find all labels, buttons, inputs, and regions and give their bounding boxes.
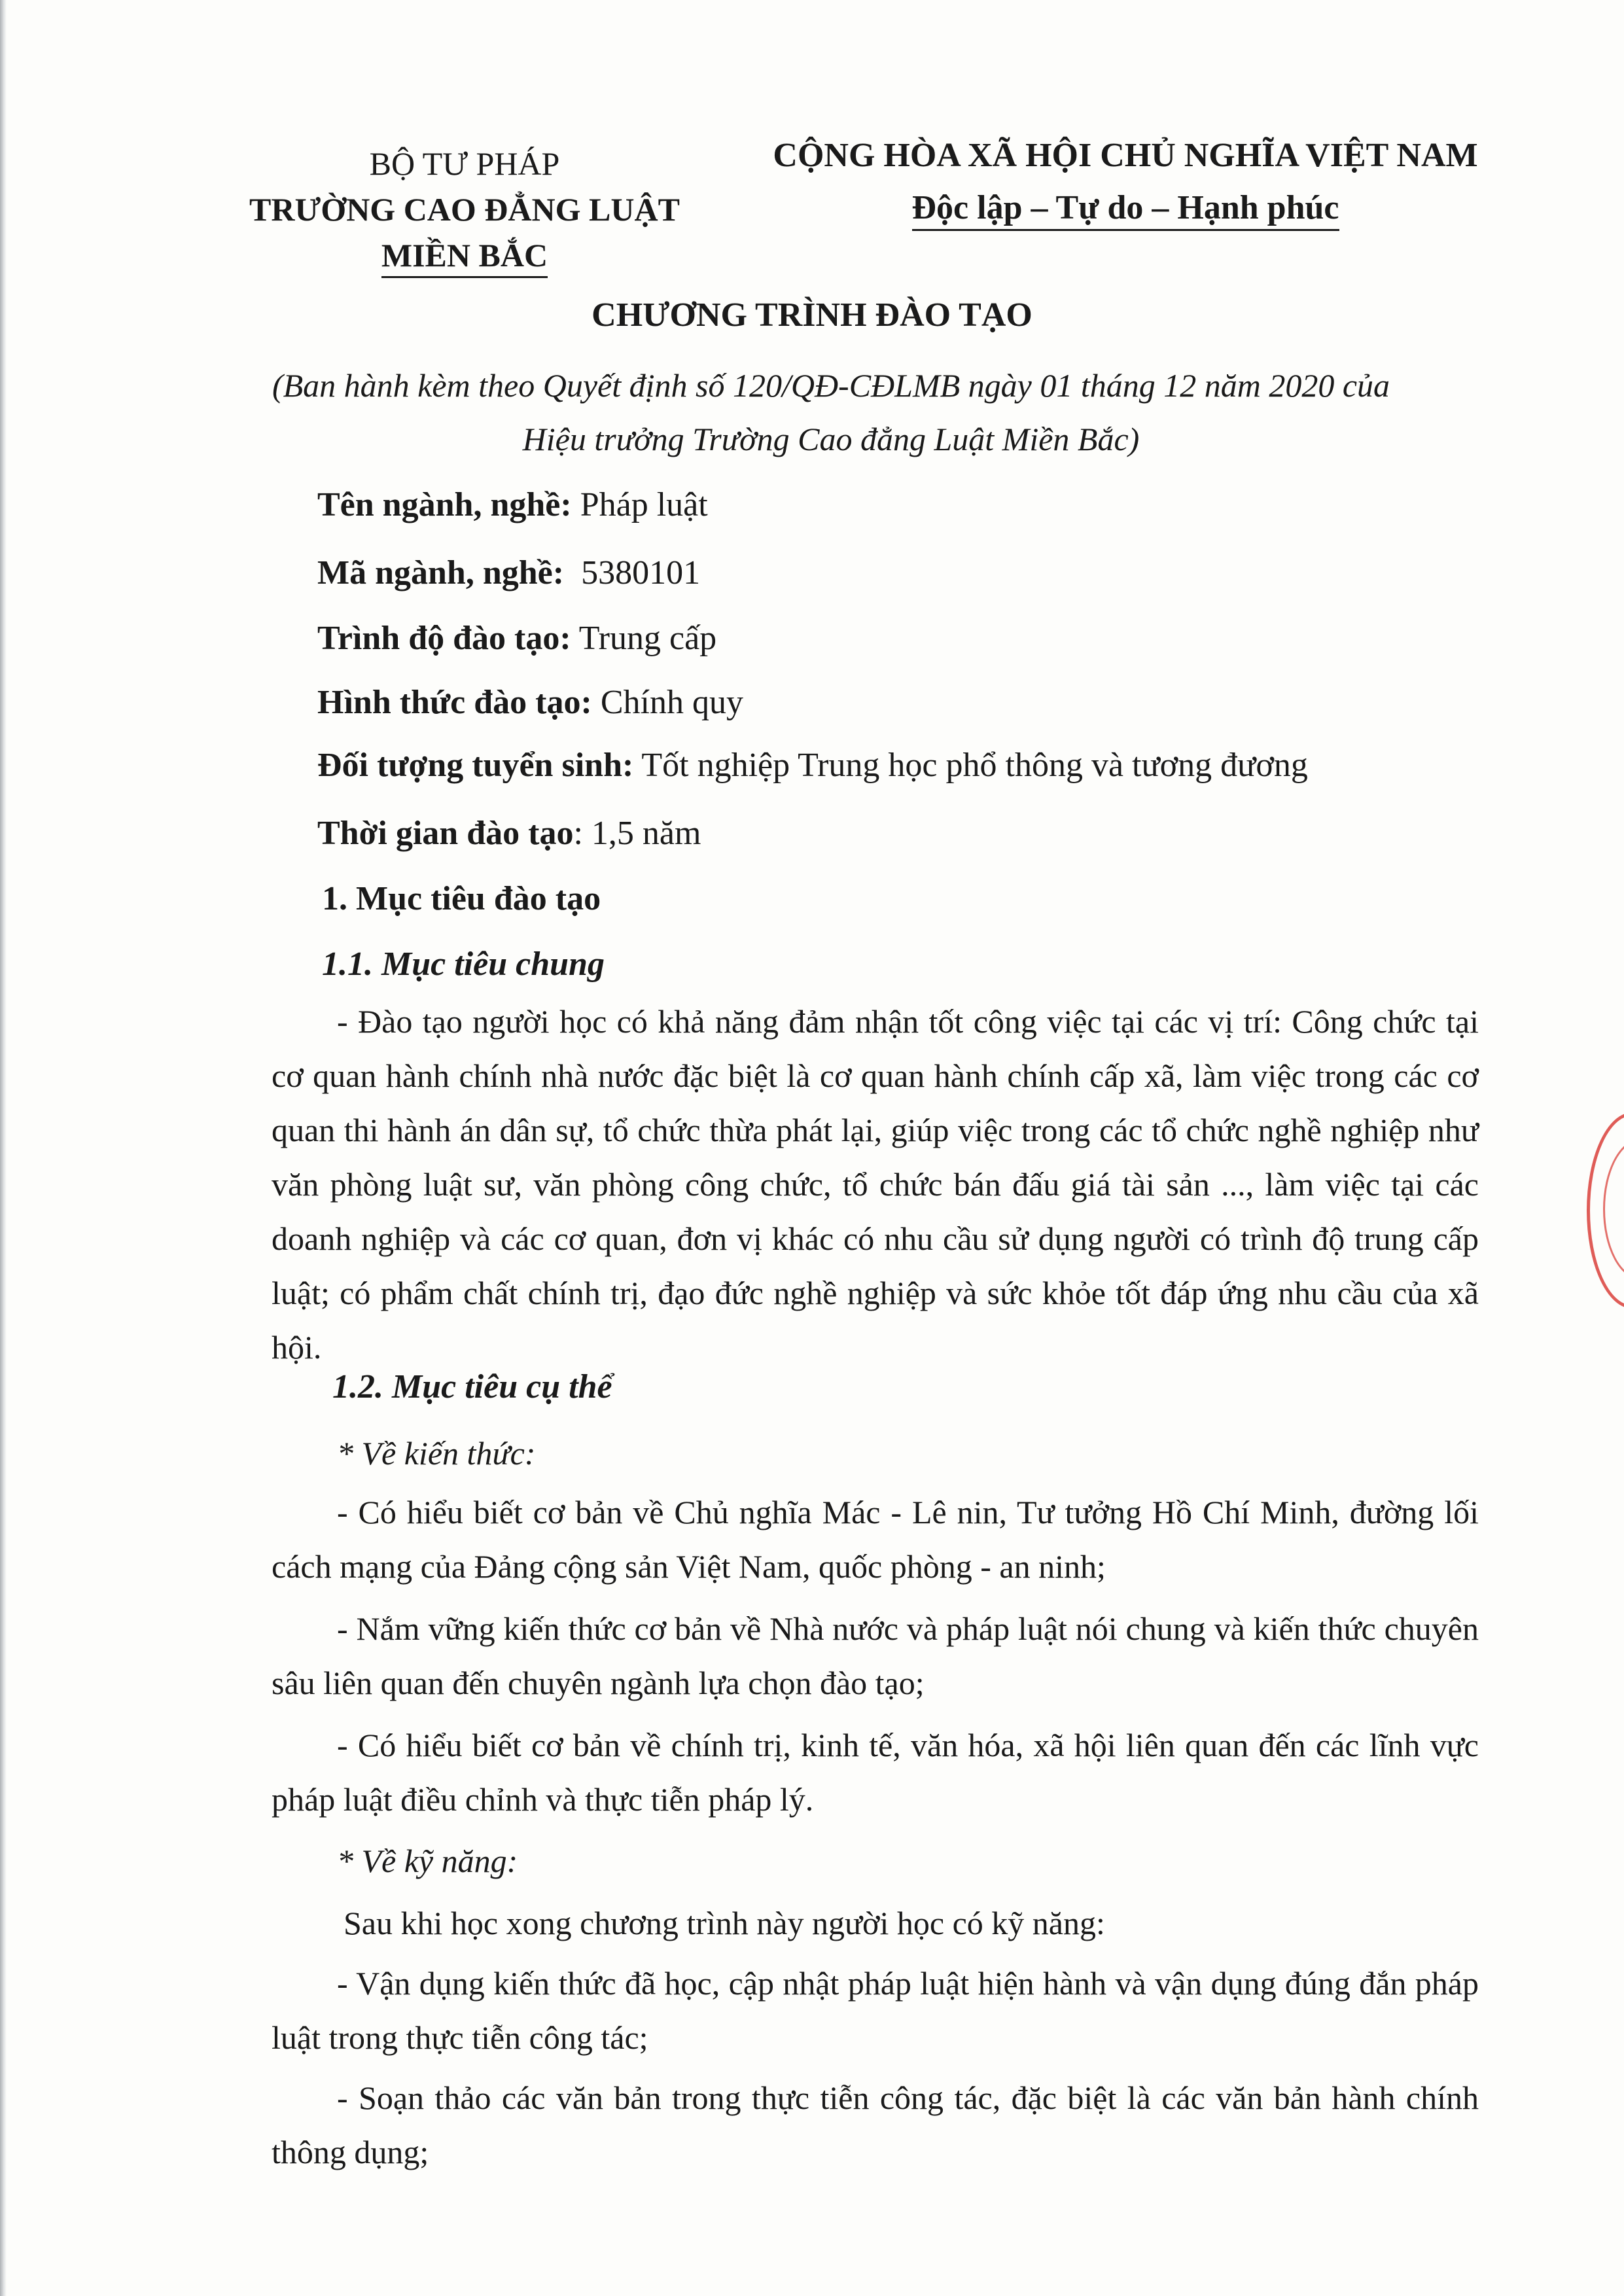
knowledge-item-2: - Nắm vững kiến thức cơ bản về Nhà nước và pháp luật nói chung và kiến thức chuyên sâu liên quan đến chuyên ngành lựa chọn đào tạo; (272, 1610, 1479, 1701)
field-training-level (317, 619, 716, 658)
field-enrollment-target (317, 746, 1308, 785)
field-value: Pháp luật (571, 486, 708, 523)
field-label: Đối tượng tuyển sinh: (317, 747, 634, 784)
field-training-duration (317, 814, 701, 853)
field-label: Trình độ đào tạo: (317, 620, 571, 657)
national-motto: Độc lập – Tự do – Hạnh phúc (912, 187, 1339, 231)
field-major-code (317, 554, 700, 592)
document-title: CHƯƠNG TRÌNH ĐÀO TẠO (591, 296, 1033, 334)
field-training-form (317, 683, 743, 722)
skills-item-1: - Vận dụng kiến thức đã học, cập nhật pháp luật hiện hành và vận dụng đúng đắn pháp luật trong thực tiễn công tác; (272, 1965, 1479, 2056)
scan-edge-shadow (0, 0, 7, 2296)
section-heading-objectives: 1. Mục tiêu đào tạo (322, 880, 601, 917)
country-name: CỘNG HÒA XÃ HỘI CHỦ NGHĨA VIỆT NAM (773, 137, 1478, 174)
field-value: 5380101 (564, 554, 701, 592)
field-value: Trung cấp (571, 620, 717, 657)
section-heading-specific-objectives: 1.2. Mục tiêu cụ thể (332, 1368, 612, 1405)
skills-item-2: - Soạn thảo các văn bản trong thực tiễn công tác, đặc biệt là các văn bản hành chính thông dụng; (272, 2079, 1479, 2170)
field-value: : 1,5 năm (573, 815, 701, 852)
skills-heading: * Về kỹ năng: (337, 1843, 518, 1879)
field-value: Tốt nghiệp Trung học phổ thông và tương đương (633, 747, 1308, 784)
issuance-note: (Ban hành kèm theo Quyết định số 120/QĐ-CĐLMB ngày 01 tháng 12 năm 2020 của Hiệu trưởng Trường Cao đẳng Luật Miền Bắc) (272, 367, 1390, 457)
issuing-authority-block (196, 141, 733, 278)
field-label: Thời gian đào tạo (317, 815, 574, 852)
knowledge-heading: * Về kiến thức: (337, 1435, 536, 1472)
field-label: Hình thức đào tạo: (317, 684, 592, 721)
field-major-name (317, 486, 708, 524)
knowledge-item-3: - Có hiểu biết cơ bản về chính trị, kinh tế, văn hóa, xã hội liên quan đến các lĩnh vực pháp luật điều chỉnh và thực tiễn pháp lý. (272, 1727, 1479, 1818)
school-name-line1: TRƯỜNG CAO ĐẲNG LUẬT (249, 191, 680, 228)
knowledge-item-1: - Có hiểu biết cơ bản về Chủ nghĩa Mác - Lê nin, Tư tưởng Hồ Chí Minh, đường lối cách mạng của Đảng cộng sản Việt Nam, quốc phòng - an ninh; (272, 1494, 1479, 1585)
ministry-name: BỘ TƯ PHÁP (369, 145, 560, 182)
field-label: Mã ngành, nghề: (317, 554, 565, 592)
general-objectives-paragraph: - Đào tạo người học có khả năng đảm nhận tốt công việc tại các vị trí: Công chức tại cơ quan hành chính nhà nước đặc biệt là cơ quan hành chính cấp xã, làm việc trong các cơ quan thi hành án dân sự, tổ chức thừa phát lại, giúp việc trong các tổ chức nghề nghiệp như văn phòng luật sư, văn phòng công chức, tổ chức bán đấu giá tài sản ..., làm việc tại các doanh nghiệp và các cơ quan, đơn vị khác có nhu cầu sử dụng người có trình độ trung cấp luật; có phẩm chất chính trị, đạo đức nghề nghiệp và sức khỏe tốt đáp ứng nhu cầu của xã hội. (272, 1003, 1479, 1366)
field-value: Chính quy (591, 684, 743, 721)
section-heading-general-objectives: 1.1. Mục tiêu chung (322, 945, 605, 983)
school-name-line2: MIỀN BẮC (381, 234, 548, 278)
national-motto-block (694, 130, 1557, 234)
skills-intro: Sau khi học xong chương trình này người học có kỹ năng: (344, 1905, 1105, 1941)
field-label: Tên ngành, nghề: (317, 486, 572, 523)
